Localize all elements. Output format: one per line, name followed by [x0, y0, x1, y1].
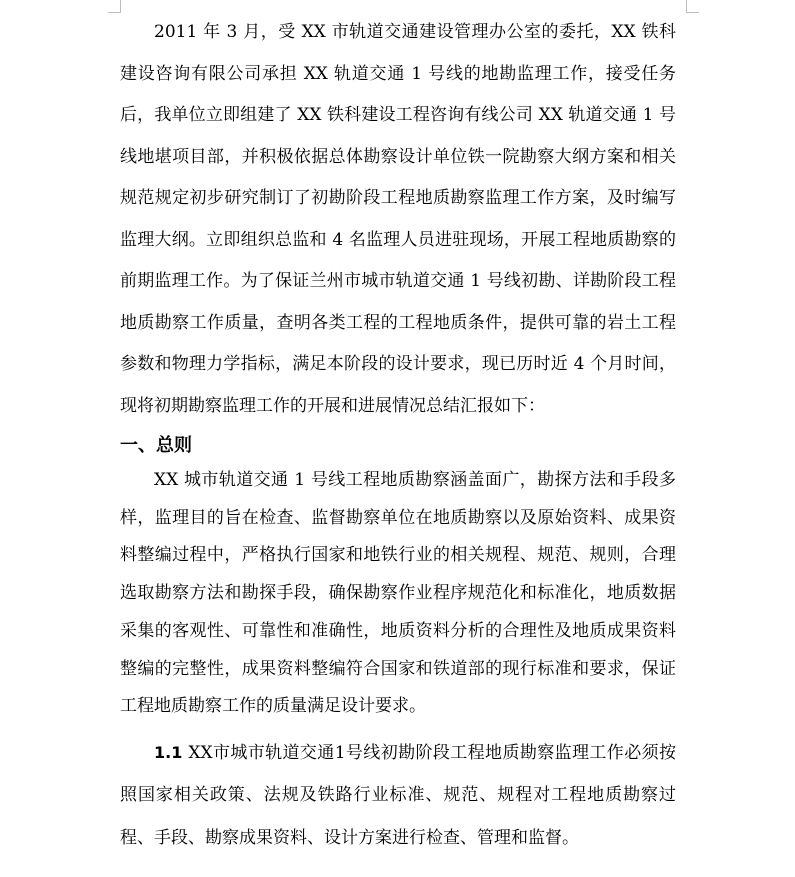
page-corner-mark-right: [686, 0, 699, 13]
subsection-paragraph: [120, 732, 676, 860]
section-paragraph: XX 城市轨道交通 1 号线工程地质勘察涵盖面广，勘探方法和手段多样，监理目的旨在检查、监督勘察单位在地质勘察以及原始资料、成果资料整编过程中，严格执行国家和地铁行业的相关规程、规范、规则，合理选取勘察方法和勘探手段，确保勘察作业程序规范化和标准化，地质数据采集的客观性、可靠性和准确性，地质资料分析的合理性及地质成果资料整编的完整性，成果资料整编符合国家和铁道部的现行标准和要求，保证工程地质勘察工作的质量满足设计要求。: [120, 470, 676, 717]
subsection-text: XX市城市轨道交通1号线初勘阶段工程地质勘察监理工作必须按照国家相关政策、法规及铁路行业标准、规范、规程对工程地质勘察过程、手段、勘察成果资料、设计方案进行检查、管理和监督。: [120, 742, 676, 848]
document-body: [120, 12, 676, 859]
section-heading: 一、总则: [120, 435, 192, 456]
subsection-number: 1.1: [154, 742, 183, 762]
intro-paragraph: 2011 年 3 月，受 XX 市轨道交通建设管理办公室的委托，XX 铁科建设咨询有限公司承担 XX 轨道交通 1 号线的地勘监理工作，接受任务后，我单位立即组建了 XX 铁科建设工程咨询有线公司 XX 轨道交通 1 号线地堪项目部，并积极依据总体勘察设计单位铁一院勘察大纲方案和相关规范规定初步研究制订了初勘阶段工程地质勘察监理工作方案，及时编写监理大纲。立即组织总监和 4 名监理人员进驻现场，开展工程地质勘察的前期监理工作。为了保证兰州市城市轨道交通 1 号线初勘、详勘阶段工程地质勘察工作质量，查明各类工程的工程地质条件，提供可靠的岩土工程参数和物理力学指标，满足本阶段的设计要求，现已历时近 4 个月时间，现将初期勘察监理工作的开展和进展情况总结汇报如下：: [120, 22, 676, 416]
